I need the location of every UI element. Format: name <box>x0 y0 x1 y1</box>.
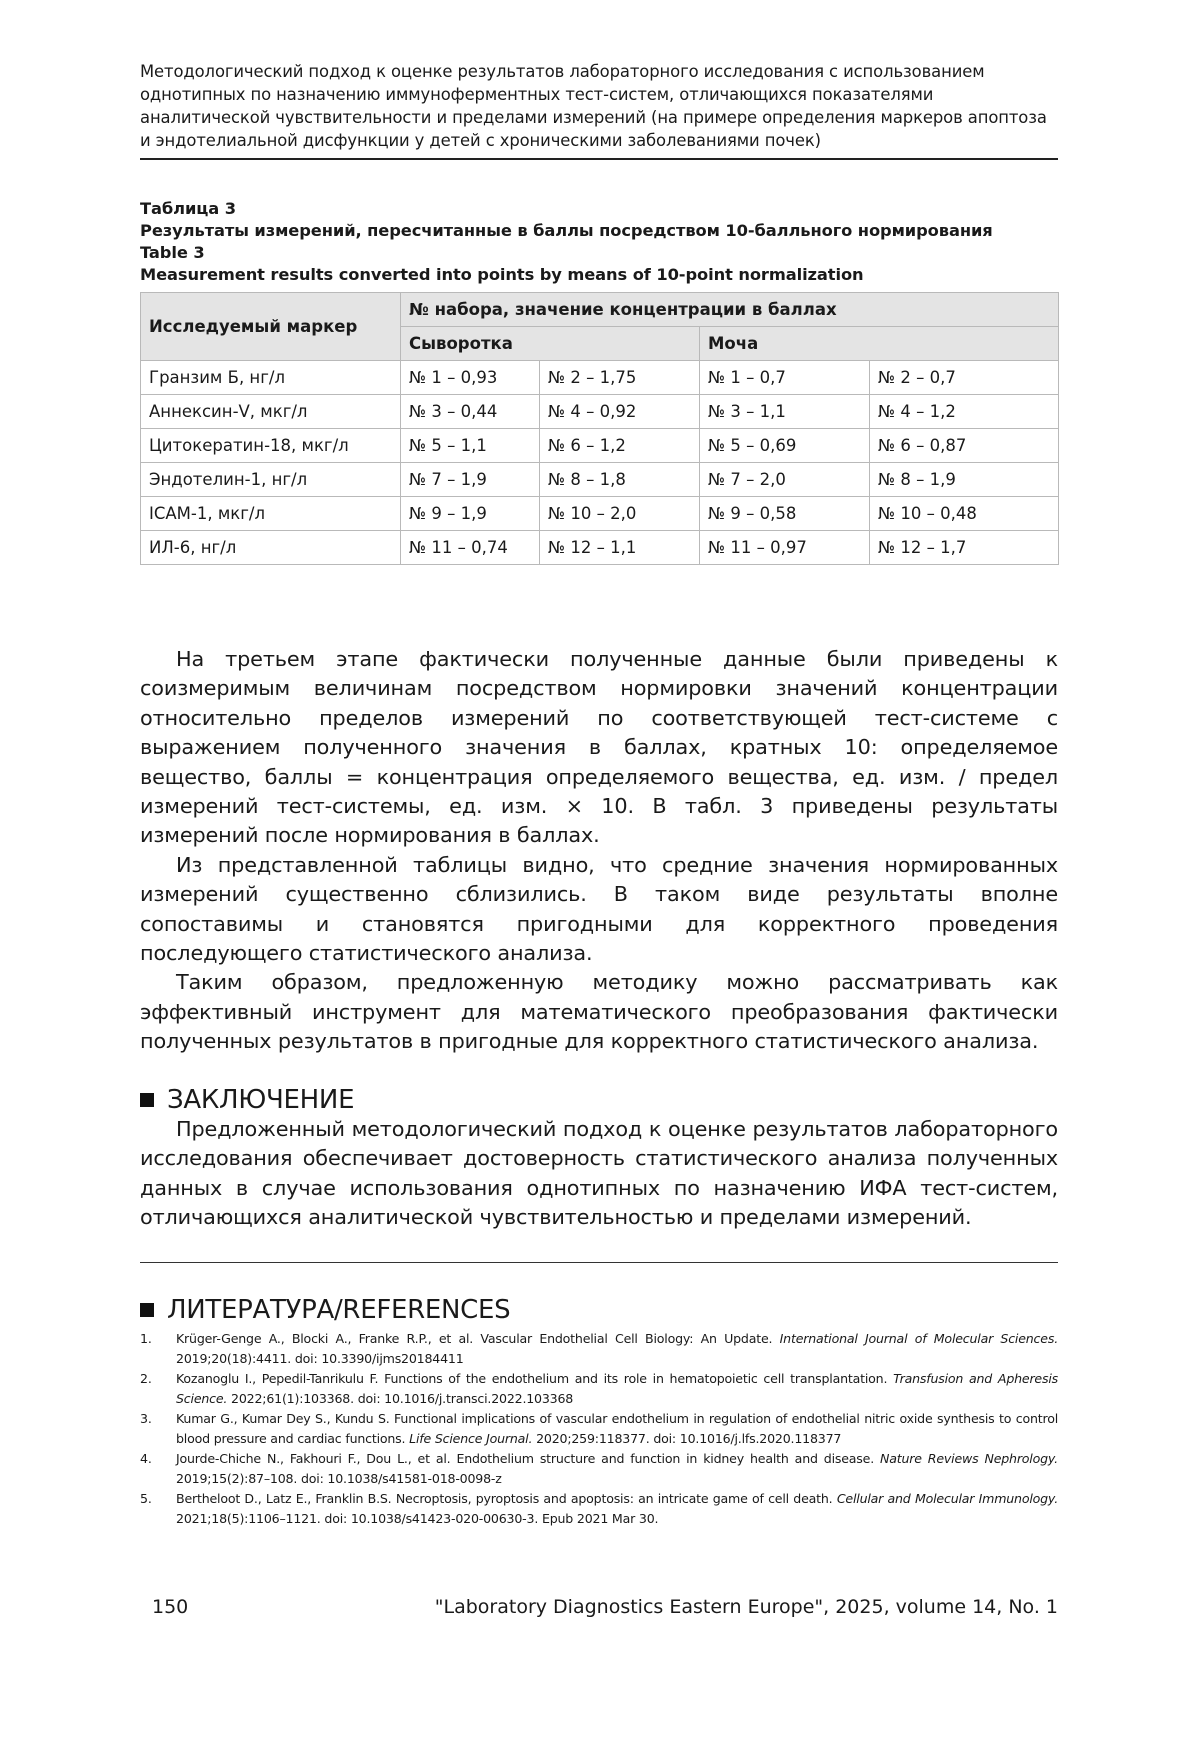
table-cell-value: № 2 – 1,75 <box>540 361 700 395</box>
table-cell-marker: ICAM-1, мкг/л <box>141 497 401 531</box>
references-heading <box>140 1295 1058 1325</box>
table-cell-value: № 6 – 1,2 <box>540 429 700 463</box>
table-cell-value: № 3 – 0,44 <box>401 395 540 429</box>
table-title-en: Measurement results converted into points by means of 10-point normalization <box>140 265 864 284</box>
reference-text: Kozanoglu I., Pepedil-Tanrikulu F. Functions of the endothelium and its role in hematopoietic cell transplantation. <box>176 1371 894 1387</box>
table-cell-value: № 4 – 1,2 <box>870 395 1059 429</box>
table-cell-marker: ИЛ-6, нг/л <box>141 531 401 565</box>
reference-number: 1. <box>140 1331 152 1347</box>
conclusion-heading <box>140 1085 1058 1115</box>
table-row <box>141 463 1059 497</box>
table-cell-value: № 9 – 0,58 <box>700 497 870 531</box>
reference-item <box>140 1409 1058 1449</box>
table-cell-value: № 5 – 0,69 <box>700 429 870 463</box>
table-cell-marker: Аннексин-V, мкг/л <box>141 395 401 429</box>
section-bullet-icon <box>140 1303 154 1317</box>
table-cell-marker: Эндотелин-1, нг/л <box>141 463 401 497</box>
table-cell-value: № 8 – 1,8 <box>540 463 700 497</box>
table-cell-value: № 7 – 2,0 <box>700 463 870 497</box>
table-cell-value: № 1 – 0,93 <box>401 361 540 395</box>
table-cell-value: № 6 – 0,87 <box>870 429 1059 463</box>
reference-journal: Life Science Journal. <box>409 1431 533 1447</box>
page <box>140 60 1058 1529</box>
page-footer <box>152 1596 1058 1618</box>
header-rule <box>140 158 1058 160</box>
references-divider <box>140 1262 1058 1263</box>
table-cell-value: № 4 – 0,92 <box>540 395 700 429</box>
reference-text: Bertheloot D., Latz E., Franklin B.S. Necroptosis, pyroptosis and apoptosis: an intricate game of cell death. <box>176 1491 837 1507</box>
table-cell-value: № 5 – 1,1 <box>401 429 540 463</box>
reference-journal: Cellular and Molecular Immunology. <box>836 1491 1059 1507</box>
reference-text: Jourde-Chiche N., Fakhouri F., Dou L., et al. Endothelium structure and function in kidney health and disease. <box>176 1451 881 1467</box>
table-cell-value: № 7 – 1,9 <box>401 463 540 497</box>
table-row <box>141 531 1059 565</box>
header-group: № набора, значение концентрации в баллах <box>401 293 1059 327</box>
reference-item <box>140 1489 1058 1529</box>
references-title: ЛИТЕРАТУРА/REFERENCES <box>167 1295 511 1326</box>
body-paragraph: На третьем этапе фактически полученные данные были приведены к соизмеримым величинам посредством нормировки значений концентрации относительно пределов измерений по соответствующей тест-системе с выражением полученного значения в баллах, кратных 10: определяемое вещество, баллы = концентрация определяемого вещества, ед. изм. / предел измерений тест-системы, ед. изм. × 10. В табл. 3 приведены результаты измерений после нормирования в баллах. <box>140 647 1058 848</box>
table-cell-value: № 10 – 0,48 <box>870 497 1059 531</box>
reference-journal: Transfusion and Apheresis Science. <box>176 1371 1058 1407</box>
table-cell-value: № 12 – 1,1 <box>540 531 700 565</box>
body-paragraph: Из представленной таблицы видно, что средние значения нормированных измерений существенно сблизились. В таком виде результаты вполне сопоставимы и становятся пригодными для корректного проведения последующего статистического анализа. <box>140 852 1058 966</box>
reference-journal: Nature Reviews Nephrology. <box>880 1451 1058 1467</box>
reference-journal: International Journal of Molecular Sciences. <box>779 1331 1058 1347</box>
table-label-en: Table 3 <box>140 243 205 262</box>
body-text <box>140 645 1058 1057</box>
results-table <box>140 292 1059 565</box>
running-head: Методологический подход к оценке результатов лабораторного исследования с использованием однотипных по назначению иммуноферментных тест-систем, отличающихся показателями аналитической чувствительности и пределами измерений (на примере определения маркеров апоптоза и эндотелиальной дисфункции у детей с хроническими заболеваниями почек) <box>140 62 1047 150</box>
table-cell-value: № 9 – 1,9 <box>401 497 540 531</box>
table-cell-value: № 1 – 0,7 <box>700 361 870 395</box>
table-cell-value: № 10 – 2,0 <box>540 497 700 531</box>
table-title-ru: Результаты измерений, пересчитанные в баллы посредством 10-балльного нормирования <box>140 221 993 240</box>
reference-item <box>140 1369 1058 1409</box>
reference-text: Krüger-Genge A., Blocki A., Franke R.P., et al. Vascular Endothelial Cell Biology: An Update. <box>176 1331 780 1347</box>
conclusion-title: ЗАКЛЮЧЕНИЕ <box>167 1084 355 1115</box>
table-row <box>141 361 1059 395</box>
table-row <box>141 395 1059 429</box>
table-cell-value: № 8 – 1,9 <box>870 463 1059 497</box>
references-list <box>140 1329 1058 1529</box>
reference-item <box>140 1449 1058 1489</box>
section-bullet-icon <box>140 1093 154 1107</box>
reference-number: 5. <box>140 1491 152 1507</box>
table-cell-value: № 11 – 0,74 <box>401 531 540 565</box>
table-row <box>141 429 1059 463</box>
table-row <box>141 497 1059 531</box>
reference-tail: 2019;20(18):4411. doi: 10.3390/ijms20184411 <box>176 1351 464 1367</box>
table-body <box>141 361 1059 565</box>
header-marker: Исследуемый маркер <box>141 293 401 361</box>
reference-number: 3. <box>140 1411 152 1427</box>
table-cell-value: № 12 – 1,7 <box>870 531 1059 565</box>
conclusion-text: Предложенный методологический подход к оценке результатов лабораторного исследования обеспечивает достоверность статистического анализа полученных данных в случае использования однотипных по назначению ИФА тест-систем, отличающихся аналитической чувствительностью и пределами измерений. <box>140 1116 1058 1229</box>
reference-text: Kumar G., Kumar Dey S., Kundu S. Functional implications of vascular endothelium in regulation of endothelial nitric oxide synthesis to control blood pressure and cardiac functions. <box>176 1411 1058 1447</box>
table-cell-value: № 3 – 1,1 <box>700 395 870 429</box>
table-cell-marker: Цитокератин-18, мкг/л <box>141 429 401 463</box>
table-cell-marker: Гранзим Б, нг/л <box>141 361 401 395</box>
reference-tail: 2021;18(5):1106–1121. doi: 10.1038/s41423-020-00630-3. Epub 2021 Mar 30. <box>176 1511 659 1527</box>
header-urine: Моча <box>700 327 1059 361</box>
page-number: 150 <box>152 1596 189 1618</box>
reference-number: 4. <box>140 1451 152 1467</box>
table-label-ru: Таблица 3 <box>140 199 236 218</box>
conclusion-body <box>140 1115 1058 1233</box>
reference-tail: 2019;15(2):87–108. doi: 10.1038/s41581-018-0098-z <box>176 1471 502 1487</box>
body-paragraph: Таким образом, предложенную методику можно рассматривать как эффективный инструмент для математического преобразования фактически полученных результатов в пригодные для корректного статистического анализа. <box>140 970 1058 1054</box>
reference-item <box>140 1329 1058 1369</box>
table-caption <box>140 198 1058 286</box>
reference-number: 2. <box>140 1371 152 1387</box>
journal-name: "Laboratory Diagnostics Eastern Europe", 2025, volume 14, No. 1 <box>434 1596 1058 1618</box>
header-serum: Сыворотка <box>401 327 700 361</box>
table-cell-value: № 11 – 0,97 <box>700 531 870 565</box>
reference-tail: 2020;259:118377. doi: 10.1016/j.lfs.2020.118377 <box>532 1431 842 1447</box>
table-cell-value: № 2 – 0,7 <box>870 361 1059 395</box>
reference-tail: 2022;61(1):103368. doi: 10.1016/j.transci.2022.103368 <box>227 1391 574 1407</box>
